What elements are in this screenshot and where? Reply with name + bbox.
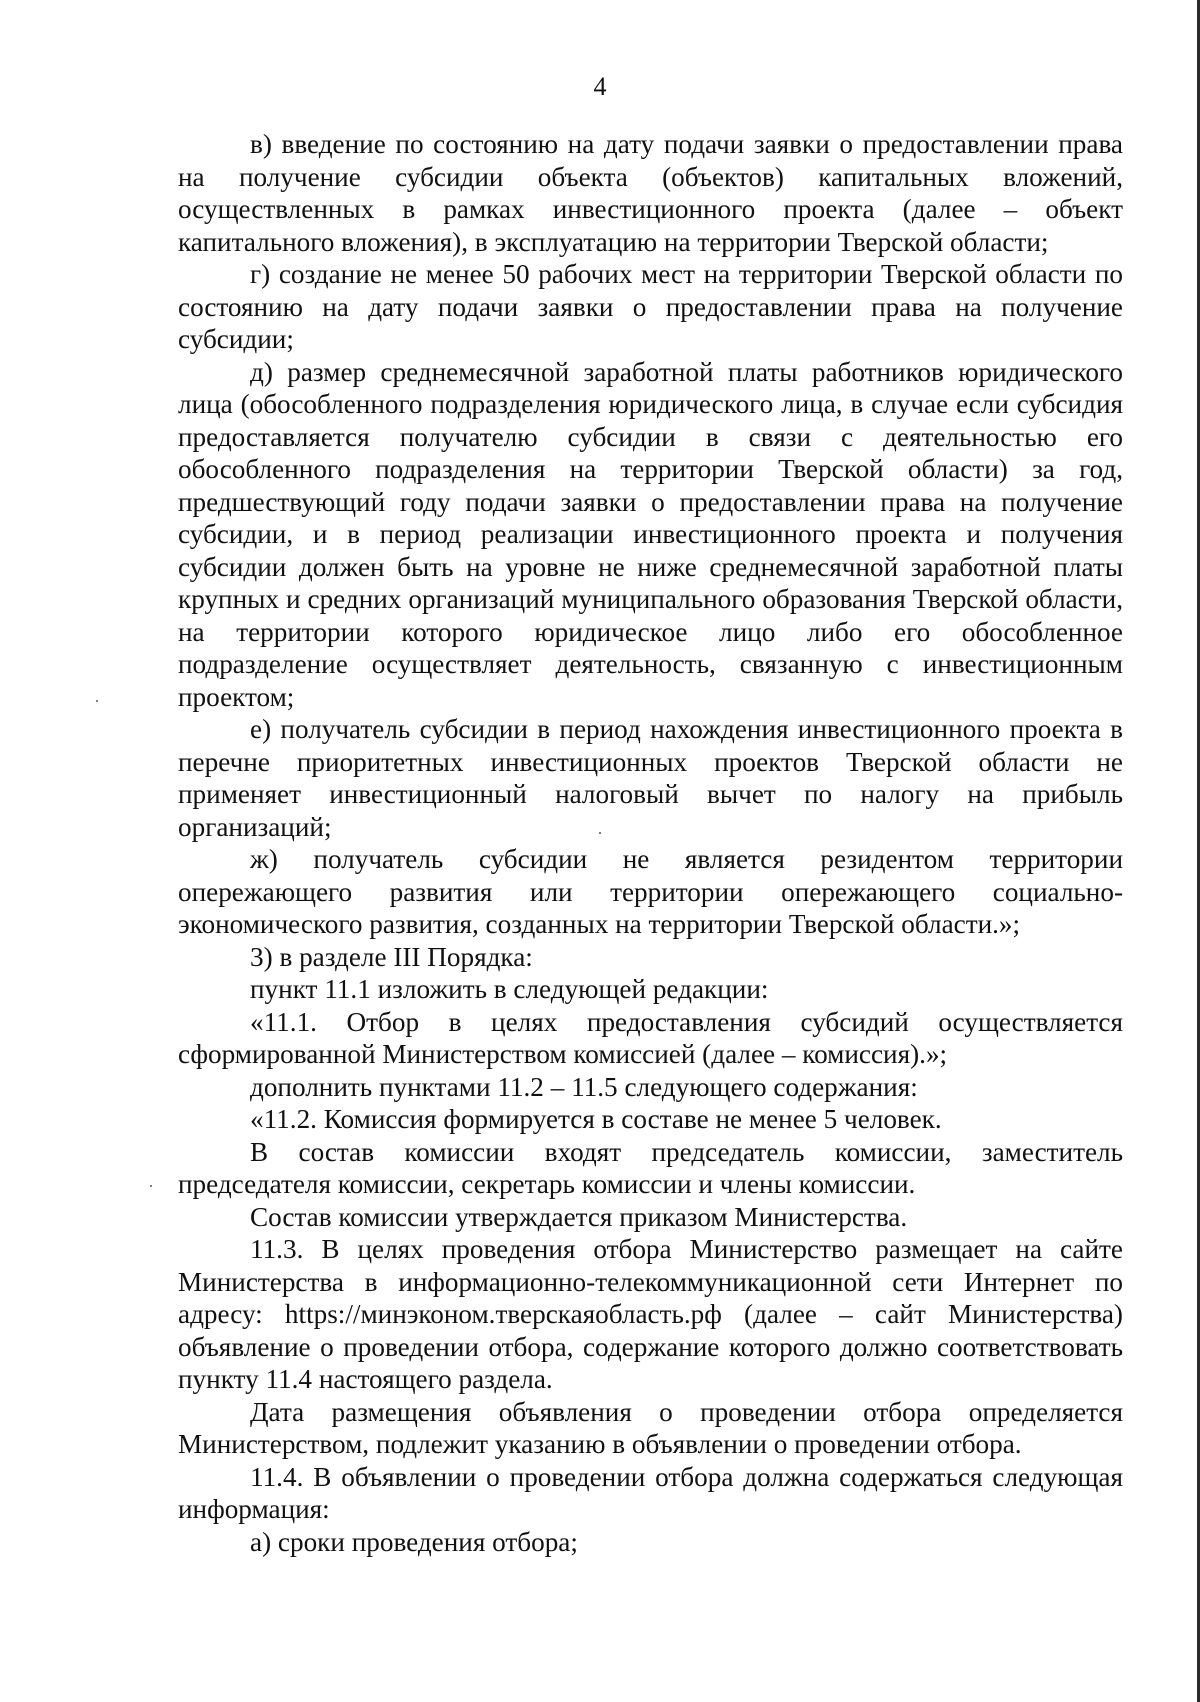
scan-speck: [96, 700, 98, 702]
page-number: 4: [593, 72, 607, 101]
paragraph-commission-approval: Состав комиссии утверждается приказом Министерства.: [250, 1201, 908, 1232]
paragraph-supplement-intro: дополнить пунктами 11.2 – 11.5 следующего содержания:: [250, 1071, 918, 1102]
paragraph-item-11-2: «11.2. Комиссия формируется в составе не менее 5 человек.: [250, 1104, 942, 1134]
paragraph-item-11-3: 11.3. В целях проведения отбора Министерство размещает на сайте Министерства в информационно-телекоммуникационной сети Интернет по адресу: https://минэконом.тверскаяобласть.рф (далее – сайт Министерства) объявление о проведении отбора, содержание которого должно соответствовать пункту 11.4 настоящего раздела.: [178, 1234, 1123, 1394]
scan-speck: [599, 832, 601, 834]
paragraph-d-salary: д) размер среднемесячной заработной платы работников юридического лица (обособленного подразделения юридического лица, в случае если субсидия предоставляется получателю субсидии в связи с деятельностью его обособленного подразделения на территории Тверской области) за год, предшествующий году подачи заявки о предоставлении права на получение субсидии, и в период реализации инвестиционного проекта и получения субсидии должен быть на уровне не ниже среднемесячной заработной платы крупных и средних организаций муниципального образования Тверской области, на территории которого юридическое лицо либо его обособленное подразделение осуществляет деятельность, связанную с инвестиционным проектом;: [178, 356, 1123, 712]
paragraph-v-commissioning: в) введение по состоянию на дату подачи заявки о предоставлении права на получение субсидии объекта (объектов) капитальных вложений, осуществленных в рамках инвестиционного проекта (далее – объект капитального вложения), в эксплуатацию на территории Тверской области;: [178, 129, 1123, 257]
paragraph-section-3: 3) в разделе III Порядка:: [250, 941, 533, 972]
paragraph-e-tax-deduction: е) получатель субсидии в период нахождения инвестиционного проекта в перечне приоритетных инвестиционных проектов Тверской области не применяет инвестиционный налоговый вычет по налогу на прибыль организаций;: [178, 714, 1123, 842]
paragraph-item-11-4: 11.4. В объявлении о проведении отбора должна содержаться следующая информация:: [178, 1461, 1123, 1524]
paragraph-g-jobs: г) создание не менее 50 рабочих мест на территории Тверской области по состоянию на дату подачи заявки о предоставлении права на получение субсидии;: [178, 259, 1123, 354]
paragraph-commission-members: В состав комиссии входят председатель комиссии, заместитель председателя комиссии, секретарь комиссии и члены комиссии.: [178, 1136, 1123, 1199]
paragraph-zh-resident: ж) получатель субсидии не является резидентом территории опережающего развития или территории опережающего социально-экономического развития, созданных на территории Тверской области.»;: [178, 844, 1123, 939]
paragraph-item-11-1-intro: пункт 11.1 изложить в следующей редакции:: [250, 974, 769, 1004]
paragraph-a-deadlines: а) сроки проведения отбора;: [250, 1526, 578, 1557]
paragraph-item-11-1: «11.1. Отбор в целях предоставления субсидий осуществляется сформированной Министерством комиссией (далее – комиссия).»;: [178, 1006, 1123, 1069]
scan-speck: [150, 1185, 152, 1187]
document-body: [178, 128, 1123, 1558]
paragraph-announcement-date: Дата размещения объявления о проведении отбора определяется Министерством, подлежит указанию в объявлении о проведении отбора.: [178, 1396, 1123, 1459]
